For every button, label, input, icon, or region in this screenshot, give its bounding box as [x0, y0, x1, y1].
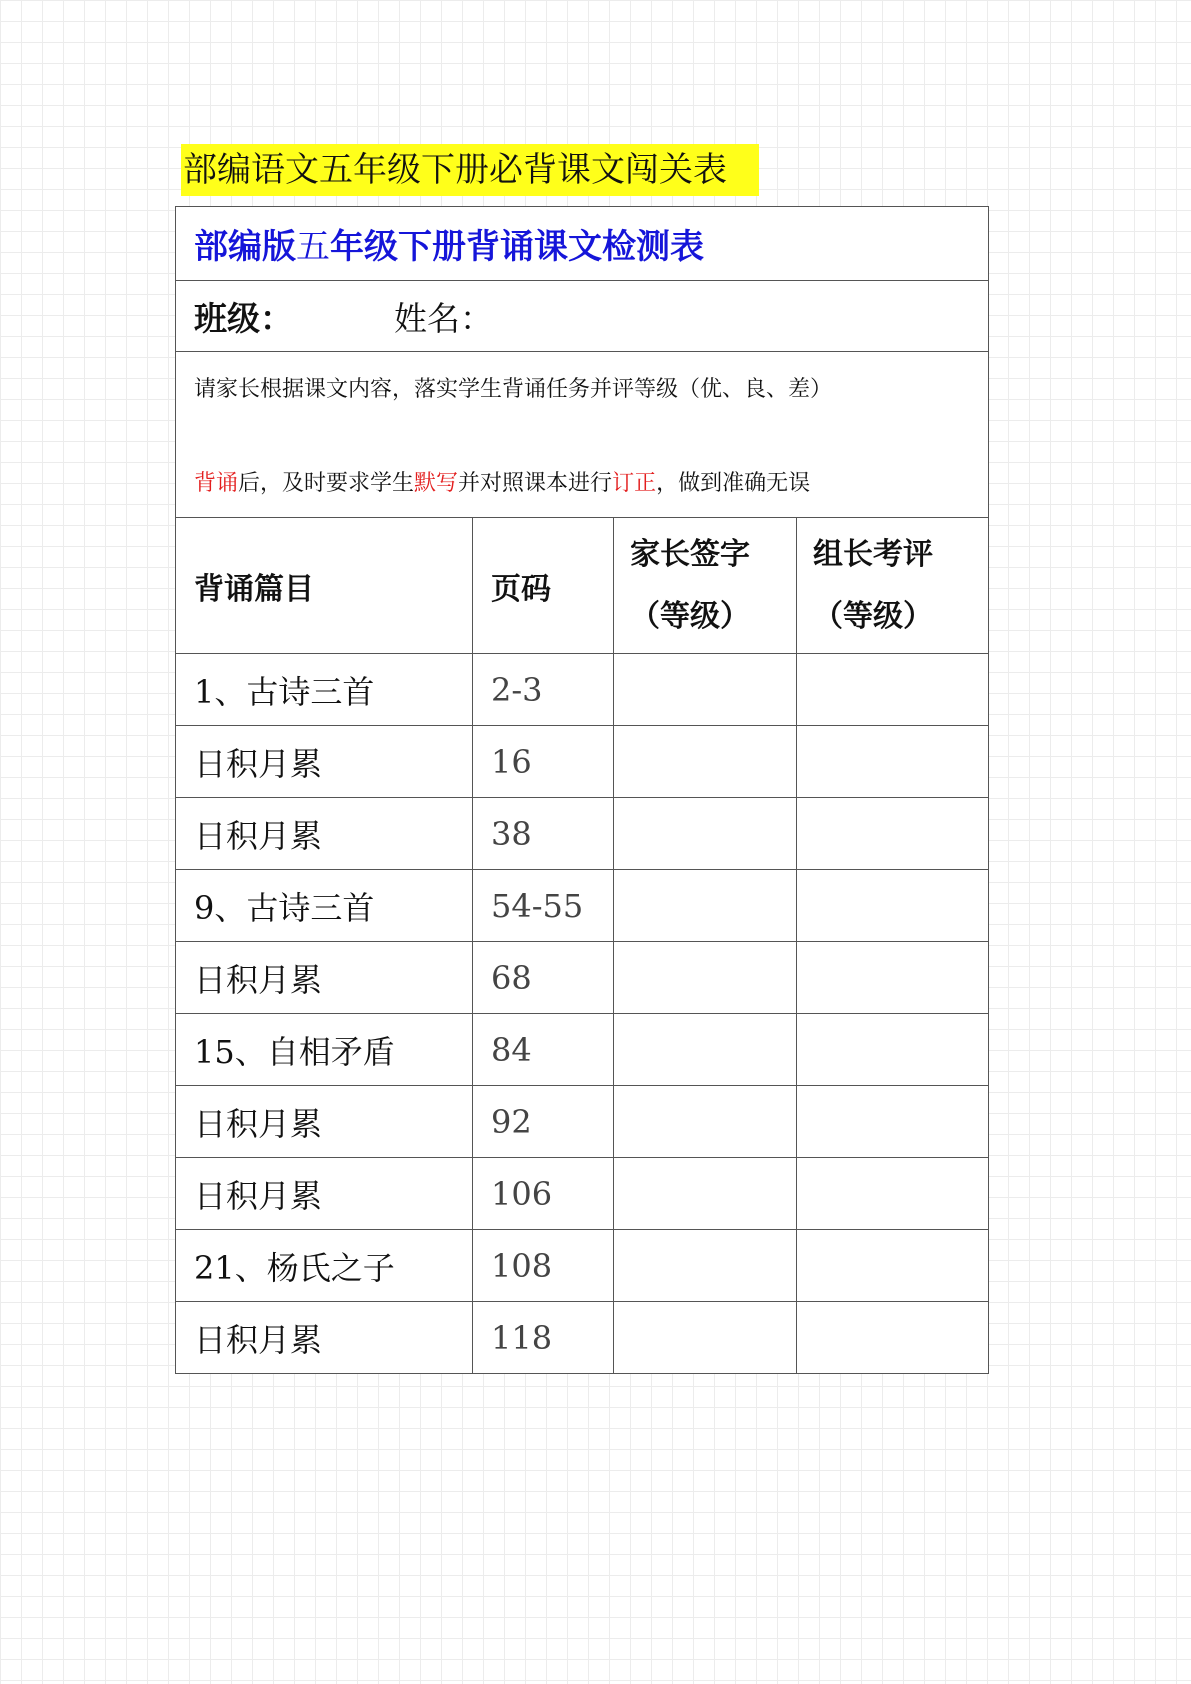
sheet-title	[194, 227, 704, 267]
row-page: 68	[473, 942, 614, 1014]
row-parent-sign-cell[interactable]	[614, 870, 797, 942]
sheet-title-cell	[176, 207, 989, 281]
row-leader-eval-cell[interactable]	[797, 1158, 989, 1230]
row-page: 54-55	[473, 870, 614, 942]
row-leader-eval-cell[interactable]	[797, 1230, 989, 1302]
table-row	[176, 1086, 989, 1158]
class-name-cell	[176, 281, 989, 352]
table-row	[176, 870, 989, 942]
instruction-text-f: ，做到准确无误	[656, 471, 811, 496]
row-leader-eval-cell[interactable]	[797, 1086, 989, 1158]
instruction-line-2	[194, 466, 988, 497]
row-leader-eval-cell[interactable]	[797, 726, 989, 798]
instruction-red-correct: 订正	[612, 471, 657, 496]
class-label: 班级：	[194, 298, 293, 338]
table-row	[176, 726, 989, 798]
row-parent-sign-cell[interactable]	[614, 942, 797, 1014]
row-parent-sign-cell[interactable]	[614, 1230, 797, 1302]
row-item: 日积月累	[176, 726, 473, 798]
row-parent-sign-cell[interactable]	[614, 798, 797, 870]
instruction-text-b: 后，及时要求学生	[238, 471, 415, 496]
header-parent-sign	[614, 518, 797, 654]
header-item: 背诵篇目	[176, 518, 473, 654]
instruction-red-recite: 背诵	[194, 471, 239, 496]
row-item: 日积月累	[176, 798, 473, 870]
row-page: 2-3	[473, 654, 614, 726]
class-name-row	[176, 281, 989, 352]
header-leader-line1: 组长考评	[813, 536, 933, 572]
row-item: 9、古诗三首	[176, 870, 473, 942]
header-leader-eval	[797, 518, 989, 654]
row-item: 日积月累	[176, 1302, 473, 1374]
table-row	[176, 1302, 989, 1374]
row-page: 84	[473, 1014, 614, 1086]
row-parent-sign-cell[interactable]	[614, 654, 797, 726]
instruction-red-dictation: 默写	[414, 471, 459, 496]
row-item: 1、古诗三首	[176, 654, 473, 726]
row-leader-eval-cell[interactable]	[797, 798, 989, 870]
instruction-text-d: 并对照课本进行	[458, 471, 613, 496]
row-page: 38	[473, 798, 614, 870]
header-parent-line2: （等级）	[630, 598, 750, 634]
header-page: 页码	[473, 518, 614, 654]
row-parent-sign-cell[interactable]	[614, 1014, 797, 1086]
row-item: 15、自相矛盾	[176, 1014, 473, 1086]
header-parent-line1: 家长签字	[630, 536, 750, 572]
row-leader-eval-cell[interactable]	[797, 1014, 989, 1086]
row-leader-eval-cell[interactable]	[797, 654, 989, 726]
row-item: 日积月累	[176, 1158, 473, 1230]
header-leader-line2: （等级）	[813, 598, 933, 634]
row-item: 日积月累	[176, 1086, 473, 1158]
table-row	[176, 798, 989, 870]
instruction-row	[176, 352, 989, 518]
row-parent-sign-cell[interactable]	[614, 1086, 797, 1158]
row-item: 21、杨氏之子	[176, 1230, 473, 1302]
banner-title: 部编语文五年级下册必背课文闯关表	[181, 144, 759, 196]
sheet-title-part1: 部编版	[194, 227, 296, 267]
row-leader-eval-cell[interactable]	[797, 942, 989, 1014]
row-page: 16	[473, 726, 614, 798]
recitation-check-table	[175, 206, 989, 1374]
row-leader-eval-cell[interactable]	[797, 870, 989, 942]
table-row	[176, 942, 989, 1014]
table-row	[176, 1014, 989, 1086]
table-header-row	[176, 518, 989, 654]
instruction-cell	[176, 352, 989, 518]
row-page: 118	[473, 1302, 614, 1374]
table-row	[176, 1230, 989, 1302]
table-row	[176, 654, 989, 726]
row-parent-sign-cell[interactable]	[614, 1158, 797, 1230]
row-leader-eval-cell[interactable]	[797, 1302, 989, 1374]
sheet-title-row	[176, 207, 989, 281]
row-page: 108	[473, 1230, 614, 1302]
instruction-line-1: 请家长根据课文内容，落实学生背诵任务并评等级（优、良、差）	[194, 377, 833, 402]
sheet-title-part3: 年级下册背诵课文检测表	[330, 227, 704, 267]
row-item: 日积月累	[176, 942, 473, 1014]
row-page: 106	[473, 1158, 614, 1230]
table-row	[176, 1158, 989, 1230]
row-parent-sign-cell[interactable]	[614, 1302, 797, 1374]
row-parent-sign-cell[interactable]	[614, 726, 797, 798]
row-page: 92	[473, 1086, 614, 1158]
sheet-title-part2: 五	[296, 227, 330, 267]
name-label: 姓名：	[394, 298, 493, 338]
